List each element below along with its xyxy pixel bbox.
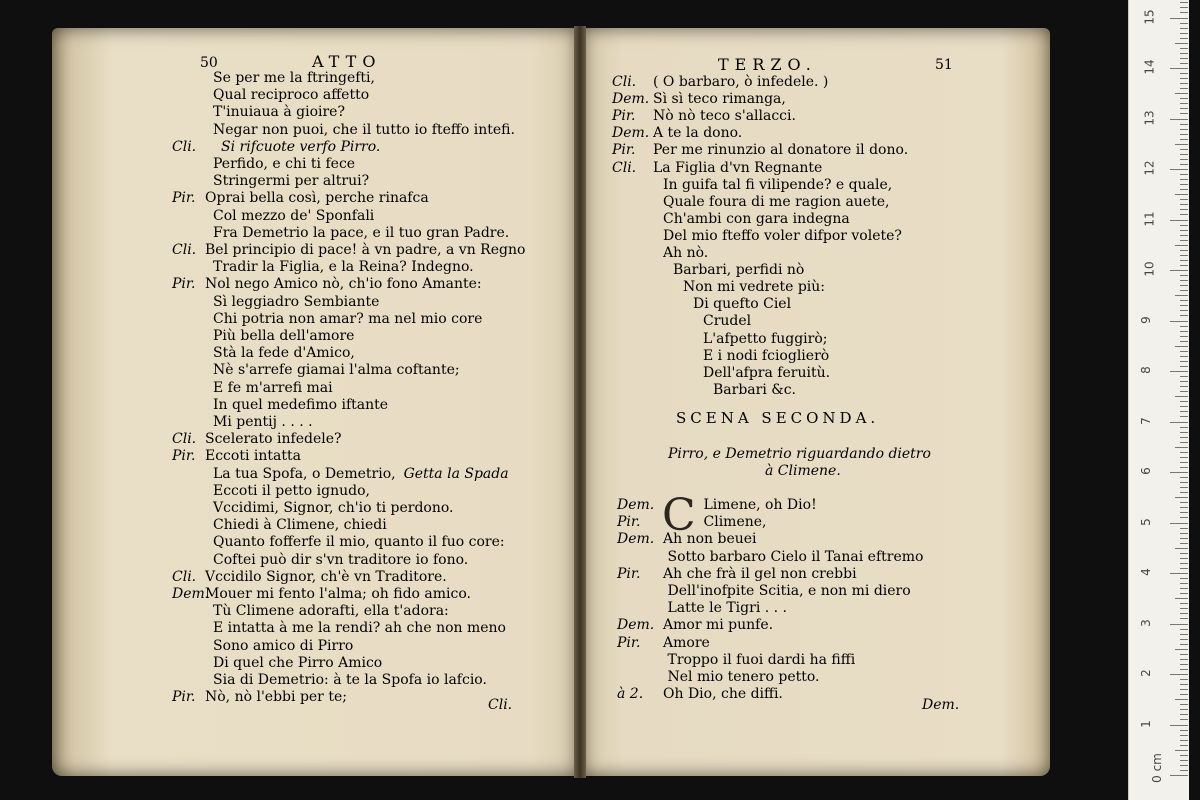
ruler-number: 10 (1142, 261, 1157, 277)
verse-line: Più bella dell'amore (213, 328, 355, 344)
ruler-number: 3 (1138, 618, 1153, 627)
ruler-tick (1180, 679, 1188, 680)
verse-line: E intatta à me la rendi? ah che non meno (213, 620, 506, 637)
ruler-tick (1180, 154, 1188, 155)
ruler-tick (1180, 184, 1188, 185)
speaker-label: Pir. (617, 565, 641, 582)
ruler-tick (1180, 659, 1188, 660)
ruler-tick (1180, 204, 1188, 205)
ruler-tick (1180, 689, 1188, 690)
ruler-tick (1180, 467, 1188, 468)
ruler-tick (1180, 477, 1188, 478)
ruler-tick (1180, 381, 1188, 382)
verse-line: Tù Climene adorafti, ella t'adora: (213, 603, 449, 620)
speaker-label: à 2. (617, 686, 644, 703)
verse-line: Sì leggiadro Sembiante (213, 293, 380, 310)
verse-line: Col mezzo de' Sponfali (213, 207, 375, 224)
verse-line: Amore (663, 634, 710, 651)
ruler-tick (1180, 98, 1188, 99)
ruler-tick (1180, 639, 1188, 640)
verse-line: Si rifcuote verfo Pirro. (221, 138, 381, 155)
verse-line: Oh Dio, che diffi. (663, 686, 783, 703)
ruler-tick (1175, 144, 1188, 145)
ruler-tick (1180, 73, 1188, 74)
verse-line: Qual reciproco affetto (213, 87, 370, 104)
speaker-label: Pir. (612, 108, 636, 125)
ruler-tick (1180, 356, 1188, 357)
verse-line: Mi pentij . . . . (213, 414, 313, 430)
ruler-tick (1180, 326, 1188, 327)
verse-line: Nò, nò l'ebbi per te; (205, 689, 347, 706)
ruler-tick (1180, 58, 1188, 59)
verse-line: Ah che frà il gel non crebbi (663, 565, 857, 582)
verse-line: Di quefto Ciel (693, 296, 792, 313)
ruler-tick (1180, 12, 1188, 13)
ruler-tick (1170, 119, 1188, 120)
speaker-label: Dem. (617, 617, 655, 634)
ruler-tick (1180, 492, 1188, 493)
ruler-tick (1180, 568, 1188, 569)
ruler-tick (1180, 164, 1188, 165)
verse-line: La tua Spofa, o Demetrio, Getta la Spada (213, 465, 509, 482)
verse-line: Amor mi punfe. (663, 617, 774, 634)
ruler-tick (1180, 255, 1188, 256)
ruler-tick (1180, 694, 1188, 695)
ruler-tick (1175, 295, 1188, 296)
verse-line: Barbari &c. (713, 381, 797, 398)
ruler-tick (1175, 346, 1188, 347)
ruler-tick (1180, 543, 1188, 544)
ruler-tick (1180, 48, 1188, 49)
speaker-label: Cli. (172, 431, 197, 448)
verse-line: Ch'ambi con gara indegna (663, 210, 850, 227)
speaker-label: Cli. (172, 568, 197, 585)
ruler-tick (1180, 275, 1188, 276)
ruler-number: 2 (1138, 669, 1153, 677)
ruler-tick (1180, 618, 1188, 619)
ruler-tick (1180, 315, 1188, 316)
ruler-tick (1180, 209, 1188, 210)
ruler-tick (1180, 735, 1188, 736)
verse-line: L'afpetto fuggirò; (703, 330, 828, 347)
verse-line: Scelerato infedele? (205, 431, 342, 448)
stage-direction: Getta la Spada (403, 465, 509, 482)
ruler-tick (1170, 371, 1188, 372)
ruler-tick (1180, 108, 1188, 109)
ruler-tick (1180, 250, 1188, 251)
ruler-tick (1170, 321, 1188, 322)
ruler-tick (1180, 63, 1188, 64)
verse-line: Sia di Demetrio: à te la Spofa io lafcio. (213, 672, 487, 688)
speaker-label: Cli. (612, 159, 637, 176)
ruler-tick (1180, 124, 1188, 125)
ruler-tick (1170, 674, 1188, 675)
speaker-label: Dem. (172, 586, 210, 602)
verse-line: T'inuiaua à gioire? (213, 104, 345, 121)
left-catchword: Cli. (488, 697, 513, 713)
verse-line: Vccidimi, Signor, ch'io ti perdono. (213, 500, 454, 516)
ruler-tick (1175, 598, 1188, 599)
verse-line: Negar non puoi, che il tutto io fteffo intefi. (213, 121, 515, 138)
speaker-label: Pir. (172, 689, 196, 706)
ruler-tick (1180, 351, 1188, 352)
ruler-tick (1180, 280, 1188, 281)
ruler-tick (1180, 310, 1188, 311)
verse-line: Eccoti il petto ignudo, (213, 482, 370, 499)
ruler-tick (1180, 305, 1188, 306)
ruler-tick (1180, 745, 1188, 746)
speaker-label: Cli. (612, 74, 637, 90)
ruler-tick (1175, 447, 1188, 448)
verse-line: Vccidilo Signor, ch'è vn Traditore. (205, 568, 447, 585)
ruler-number: 9 (1138, 315, 1153, 324)
ruler-tick (1180, 457, 1188, 458)
ruler-tick (1180, 386, 1188, 387)
ruler-tick (1180, 427, 1188, 428)
ruler-tick (1180, 553, 1188, 554)
ruler-tick (1180, 174, 1188, 175)
ruler-zero-label: 0 cm (1149, 753, 1164, 783)
left-running-head: ATTO (312, 52, 382, 71)
ruler-number: 5 (1138, 517, 1153, 526)
ruler-number: 7 (1138, 416, 1153, 425)
ruler-tick (1175, 245, 1188, 246)
verse-line: Latte le Tigri . . . (667, 600, 787, 617)
speaker-label: Cli. (172, 138, 197, 155)
ruler-tick (1180, 33, 1188, 34)
verse-line: Stà la fede d'Amico, (213, 345, 355, 362)
ruler-number: 11 (1142, 210, 1157, 227)
ruler-tick (1180, 538, 1188, 539)
ruler-tick (1175, 497, 1188, 498)
ruler-tick (1180, 103, 1188, 104)
verse-line: Tradir la Figlia, e la Reina? Indegno. (213, 259, 474, 276)
verse-line: Nè s'arrefe giamai l'alma coftante; (213, 362, 460, 379)
ruler-tick (1180, 528, 1188, 529)
speaker-label: Pir. (172, 190, 196, 207)
verse-line: Dell'afpra feruitù. (703, 364, 831, 381)
verse-line: Nel mio tenero petto. (667, 669, 820, 685)
verse-line: Eccoti intatta (205, 448, 301, 465)
ruler-tick (1180, 755, 1188, 756)
ruler-tick (1180, 113, 1188, 114)
ruler-tick (1175, 93, 1188, 94)
ruler-tick (1170, 18, 1188, 19)
verse-line: Chi potria non amar? ma nel mio core (213, 310, 483, 327)
ruler-tick (1180, 714, 1188, 715)
verse-line: Chiedi à Climene, chiedi (213, 517, 387, 534)
ruler-tick (1180, 225, 1188, 226)
ruler-tick (1180, 684, 1188, 685)
verse-line: In guifa tal fi vilipende? e quale, (663, 176, 893, 193)
ruler-tick (1175, 396, 1188, 397)
ruler-tick (1175, 699, 1188, 700)
ruler-tick (1180, 416, 1188, 417)
ruler-tick (1180, 634, 1188, 635)
verse-line: Bel principio di pace! à vn padre, a vn Regno (205, 242, 526, 258)
ruler-tick (1180, 230, 1188, 231)
scene-title: SCENA SECONDA. (676, 409, 880, 427)
ruler-tick (1175, 43, 1188, 44)
ruler-tick (1170, 472, 1188, 473)
ruler-tick (1180, 730, 1188, 731)
ruler-tick (1180, 189, 1188, 190)
verse-line: Se per me la ftringefti, (213, 70, 375, 86)
ruler-number: 8 (1138, 366, 1153, 374)
ruler-tick (1180, 214, 1188, 215)
verse-line: Coftei può dir s'vn traditore io fono. (213, 551, 469, 568)
ruler-tick (1180, 770, 1188, 771)
ruler-tick (1180, 366, 1188, 367)
ruler-tick (1180, 482, 1188, 483)
ruler-tick (1180, 376, 1188, 377)
ruler-tick (1180, 391, 1188, 392)
ruler-tick (1180, 240, 1188, 241)
ruler-tick (1180, 285, 1188, 286)
ruler-tick (1180, 139, 1188, 140)
ruler-tick (1180, 129, 1188, 130)
ruler-tick (1180, 134, 1188, 135)
ruler-tick (1180, 629, 1188, 630)
ruler-number: 1 (1138, 719, 1153, 728)
verse-line: Stringermi per altrui? (213, 173, 370, 190)
left-page-number: 50 (200, 55, 218, 71)
ruler-tick (1180, 760, 1188, 761)
ruler-tick (1170, 220, 1188, 221)
ruler-tick (1180, 502, 1188, 503)
verse-line: La Figlia d'vn Regnante (653, 159, 823, 176)
verse-line: In quel medefimo iftante (213, 396, 389, 413)
ruler-number: 14 (1142, 59, 1157, 75)
ruler-tick (1175, 548, 1188, 549)
ruler-tick (1180, 401, 1188, 402)
ruler-tick (1180, 53, 1188, 54)
speaker-label: Pir. (172, 276, 196, 293)
verse-line: A te la dono. (653, 125, 743, 142)
ruler-tick (1180, 7, 1188, 8)
ruler-tick (1180, 28, 1188, 29)
speaker-label: Pir. (612, 142, 636, 159)
ruler-tick (1180, 38, 1188, 39)
ruler-tick (1180, 159, 1188, 160)
verse-line: Fra Demetrio la pace, e il tuo gran Padre. (213, 224, 510, 241)
ruler-tick (1180, 442, 1188, 443)
scene-direction-line-1: Pirro, e Demetrio riguardando dietro (668, 446, 931, 462)
speaker-label: Dem. (617, 497, 655, 513)
ruler-tick (1180, 593, 1188, 594)
ruler-tick (1170, 725, 1188, 726)
ruler-tick (1180, 608, 1188, 609)
ruler-number: 4 (1138, 568, 1153, 576)
verse-line: Ah non beuei (663, 531, 757, 548)
ruler-tick (1170, 775, 1188, 776)
ruler-tick (1180, 740, 1188, 741)
right-running-head: TERZO. (718, 55, 817, 74)
drop-cap: C (662, 490, 696, 541)
ruler-tick (1180, 709, 1188, 710)
ruler-tick (1180, 341, 1188, 342)
ruler-number: 15 (1142, 8, 1157, 25)
ruler-number: 13 (1142, 109, 1157, 126)
ruler-tick (1180, 23, 1188, 24)
ruler-tick (1180, 432, 1188, 433)
ruler-tick (1180, 290, 1188, 291)
ruler-number: 12 (1142, 160, 1157, 176)
ruler-tick (1180, 83, 1188, 84)
ruler-tick (1180, 664, 1188, 665)
verse-line: Di quel che Pirro Amico (213, 654, 383, 671)
ruler-tick (1180, 558, 1188, 559)
verse-line: Quale foura di me ragion auete, (663, 193, 890, 210)
verse-line: Crudel (703, 313, 752, 330)
ruler-tick (1180, 507, 1188, 508)
ruler-tick (1180, 331, 1188, 332)
ruler-tick (1180, 179, 1188, 180)
verse-line: Nol nego Amico nò, ch'io fono Amante: (205, 276, 482, 293)
verse-line: Barbari, perfidi nò (673, 262, 805, 279)
verse-line: Oprai bella così, perche rinafca (205, 190, 429, 207)
ruler-tick (1180, 361, 1188, 362)
verse-line: Non mi vedrete più: (683, 279, 826, 296)
verse-line: Nò nò teco s'allacci. (653, 108, 796, 125)
verse-line: Climene, (703, 514, 767, 531)
scene-direction-line-2: à Climene. (765, 463, 841, 479)
verse-line: Sotto barbaro Cielo il Tanai eftremo (667, 548, 924, 565)
verse-line: Sì sì teco rimanga, (653, 91, 786, 108)
ruler-tick (1180, 613, 1188, 614)
ruler-tick (1180, 78, 1188, 79)
ruler-tick (1175, 750, 1188, 751)
verse-line: E fe m'arrefi mai (213, 379, 333, 396)
ruler-tick (1180, 704, 1188, 705)
ruler-number: 6 (1138, 467, 1153, 475)
book-gutter (574, 26, 586, 778)
right-catchword: Dem. (922, 697, 960, 713)
verse-line: Del mio fteffo voler difpor volete? (663, 227, 902, 244)
ruler-tick (1180, 487, 1188, 488)
verse-line: Mouer mi fento l'alma; oh fido amico. (205, 586, 471, 602)
verse-line: ( O barbaro, ò infedele. ) (653, 74, 829, 90)
ruler-tick (1180, 406, 1188, 407)
ruler-tick (1180, 265, 1188, 266)
ruler-tick (1180, 583, 1188, 584)
ruler-tick (1170, 270, 1188, 271)
ruler-tick (1180, 235, 1188, 236)
ruler-tick (1170, 624, 1188, 625)
verse-line: Perfido, e chi ti fece (213, 156, 356, 172)
ruler-tick (1180, 654, 1188, 655)
verse-line: Ah nò. (663, 245, 709, 261)
ruler-tick (1170, 422, 1188, 423)
verse-line: Sono amico di Pirro (213, 637, 354, 654)
ruler-tick (1180, 588, 1188, 589)
ruler-tick (1175, 649, 1188, 650)
ruler-tick (1170, 523, 1188, 524)
speaker-label: Dem. (617, 531, 655, 548)
speaker-label: Pir. (617, 634, 641, 651)
ruler-tick (1180, 669, 1188, 670)
verse-line: Quanto fofferfe il mio, quanto il fuo core: (213, 534, 505, 551)
ruler-tick (1180, 199, 1188, 200)
ruler-tick (1180, 437, 1188, 438)
speaker-label: Pir. (617, 514, 641, 531)
ruler-tick (1180, 411, 1188, 412)
speaker-label: Cli. (172, 242, 197, 258)
speaker-label: Dem. (612, 125, 650, 142)
ruler-tick (1180, 2, 1188, 3)
ruler-tick (1180, 260, 1188, 261)
ruler-tick (1180, 336, 1188, 337)
ruler-tick (1170, 68, 1188, 69)
ruler-tick (1180, 533, 1188, 534)
verse-line: E i nodi fcioglierò (703, 347, 830, 364)
ruler-tick (1180, 603, 1188, 604)
speaker-label: Dem. (612, 91, 650, 108)
ruler-tick (1180, 719, 1188, 720)
ruler-tick (1180, 644, 1188, 645)
verse-line: Per me rinunzio al donatore il dono. (653, 142, 909, 159)
ruler-tick (1180, 462, 1188, 463)
ruler-tick (1180, 578, 1188, 579)
ruler-tick (1180, 517, 1188, 518)
ruler-tick (1180, 149, 1188, 150)
ruler-tick (1180, 512, 1188, 513)
right-page-number: 51 (935, 57, 953, 73)
ruler-tick (1180, 765, 1188, 766)
ruler-tick (1175, 194, 1188, 195)
ruler-tick (1180, 563, 1188, 564)
speaker-label: Pir. (172, 448, 196, 465)
verse-line: Troppo il fuoi dardi ha fiffi (667, 651, 856, 668)
verse-line: Dell'inofpite Scitia, e non mi diero (667, 583, 911, 599)
ruler-tick (1170, 573, 1188, 574)
ruler-tick (1170, 169, 1188, 170)
verse-line: Limene, oh Dio! (703, 497, 817, 513)
ruler-tick (1180, 452, 1188, 453)
ruler-tick (1180, 300, 1188, 301)
ruler-tick (1180, 88, 1188, 89)
